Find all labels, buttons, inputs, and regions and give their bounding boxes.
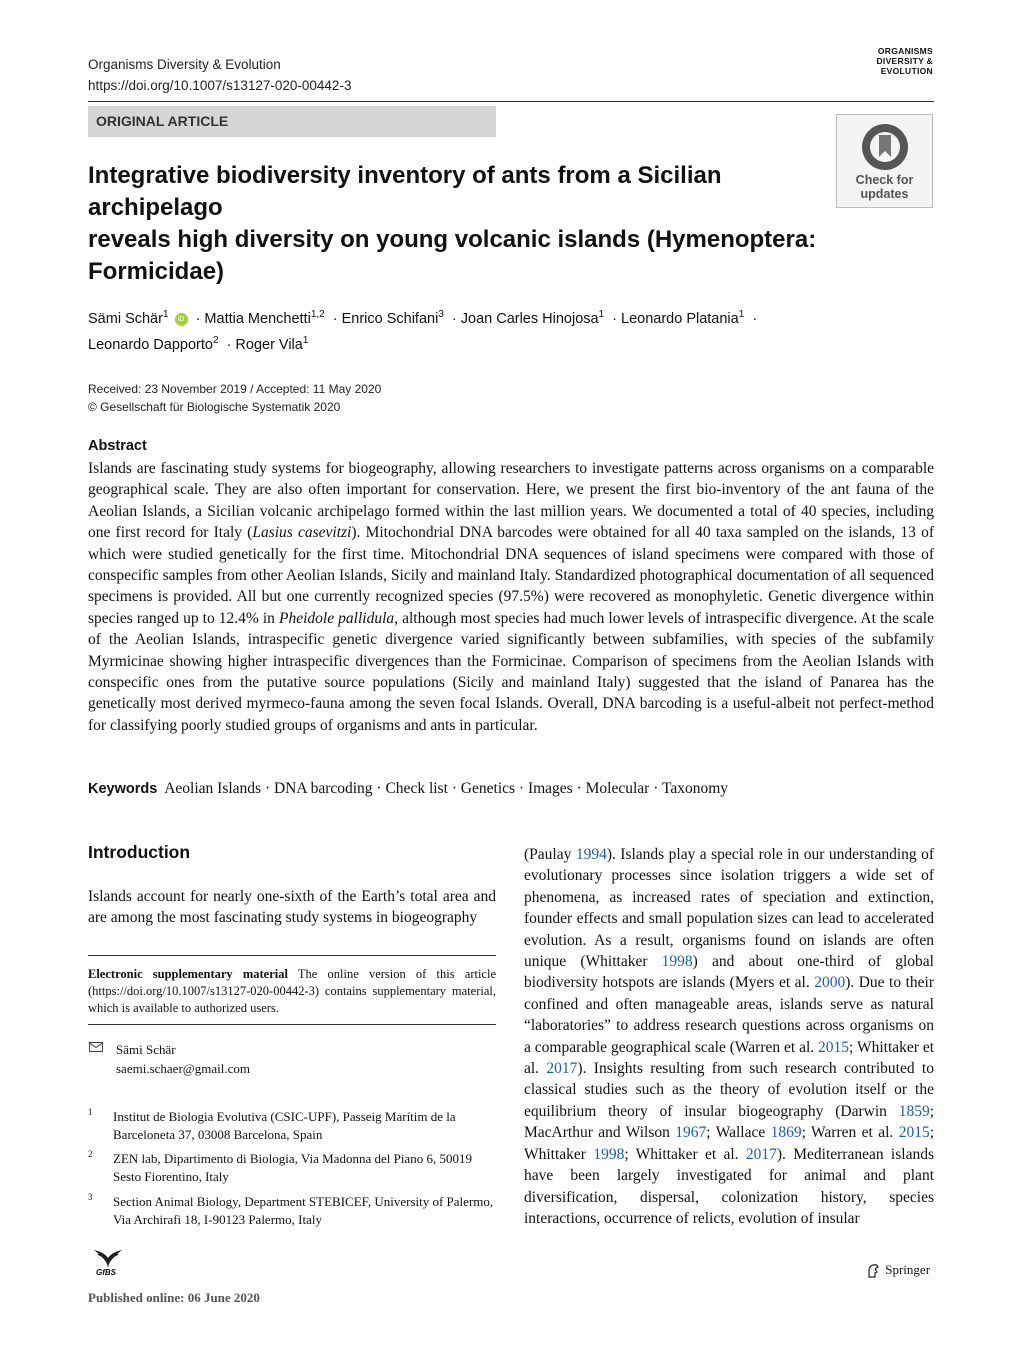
citation-link[interactable]: 1869 [770, 1124, 802, 1142]
citation-link[interactable]: 1967 [675, 1124, 707, 1142]
text-segment: ) and about one-third of global biodiversity hotspots are islands (Myers et al. [524, 953, 934, 992]
esm-link[interactable]: https://doi.org/10.1007/s13127-020-00442-3 [92, 984, 315, 998]
author-affiliation-sup: 1 [302, 334, 309, 346]
corresponding-email[interactable]: saemi.schaer@gmail.com [116, 1061, 250, 1076]
author-name[interactable]: Mattia Menchetti [204, 310, 311, 327]
abstract-segment: Islands are fascinating study systems for biogeography, allowing researchers to investigate patterns across organisms on a comparable geographical scale. They are also often important for conservation. Here, we present the first bio-inventory of the ant fauna of the Aeolian Islands, a Sicilian volcanic archipelago formed within the last million years. We documented a total of 40 species, including one first record for Italy ( [88, 460, 934, 542]
author-name[interactable]: Roger Vila [235, 336, 303, 353]
citation-link[interactable]: 1998 [593, 1145, 625, 1163]
author-affiliation-sup: 1 [738, 309, 745, 320]
check-updates-line: updates [860, 187, 909, 201]
check-for-updates-badge[interactable] [836, 114, 933, 208]
crossmark-icon [859, 121, 911, 173]
title-line: reveals high diversity on young volcanic islands (Hymenoptera: [88, 226, 817, 253]
author-list: Sämi Schär$^1$ iD · Mattia Menchetti$^{1,2}$ · Enrico Schifani$^3$ · Joan Carles Hinojosa$^1$ · Leonardo Platania$^1$ · Leonardo Dapporto$^2$ · Roger Vila$^1$ [88, 309, 758, 353]
author-name[interactable]: Enrico Schifani [341, 310, 439, 327]
text-segment: ; Whittaker et al. [524, 1038, 935, 1078]
received-accepted: Received: 23 November 2019 / Accepted: 11 May 2020 [88, 382, 382, 396]
article-dates [88, 380, 381, 416]
envelope-icon [89, 1042, 103, 1052]
author-affiliation-sup: 3 [438, 309, 444, 320]
springer-horse-icon [866, 1263, 880, 1279]
springer-brand [866, 1262, 930, 1279]
citation-link[interactable]: 2015 [898, 1124, 930, 1142]
introduction-heading: Introduction [88, 842, 191, 862]
journal-header [88, 54, 351, 96]
text-segment: ; Warren et al. [801, 1124, 899, 1142]
abstract-segment: , although most species had much lower levels of intraspecific divergence. At the scale of the Aeolian Islands, intraspecific genetic divergence varied significantly between subfamilies, with species of the subfamily Myrmicinae showing higher intraspecific divergences than the Formicinae. Comparison of specimens from the Aeolian Islands with conspecific ones from the putative source populations (Sicily and mainland Italy) suggested that the island of Panarea has the genetically most derived myrmeco-fauna among the seven focal Islands. Overall, DNA barcoding is a useful-albeit not perfect-method for classifying poorly studied groups of organisms and ants in particular. [88, 609, 934, 734]
text-segment: ). Islands play a special role in our understanding of evolutionary processes since isolation triggers a wide set of phenomena, as increased rates of speciation and extinction, founder effects and small population sizes can lead to accelerated evolution. As a result, organisms found on islands are often unique (Whittaker [524, 846, 934, 971]
journal-logo [856, 46, 933, 76]
abstract-heading: Abstract [88, 438, 147, 454]
abstract-text [88, 458, 934, 736]
esm-text: ) contains supplementary material, which is available to authorized users. [88, 984, 496, 1015]
abstract-segment: ). Mitochondrial DNA barcodes were obtained for all 40 taxa sampled on the islands, 13 of which were studied genetically for the first time. Mitochondrial DNA sequences of island specimens were compared with those of conspecific samples from other Aeolian Islands, Sicily and mainland Italy. Standardized photographical documentation of all sequenced specimens is provided. All but one currently recognized species (97.5%) were recovered as monophyletic. Genetic divergence within species ranged up to 12.4% in [88, 524, 934, 627]
footnote-divider [88, 955, 496, 956]
text-segment: ). Mediterranean islands have been largely investigated for animal and plant diversification, dispersal, colonization history, species interactions, occurrence of relicts, evolution of insular [524, 1145, 934, 1227]
affiliation-number: 2 [88, 1149, 93, 1159]
citation-link[interactable]: 2017 [745, 1145, 777, 1163]
text-segment: ; Wallace [706, 1124, 771, 1142]
footnote-divider [88, 1024, 496, 1025]
introduction-right-text [524, 844, 934, 1229]
affiliation-number: 3 [88, 1192, 93, 1202]
check-updates-line: Check for [855, 173, 914, 187]
logo-line: EVOLUTION [880, 66, 933, 76]
affiliation [88, 1150, 496, 1185]
title-line: Integrative biodiversity inventory of ants from a Sicilian archipelago [88, 162, 722, 221]
author-affiliation-sup: 2 [212, 334, 219, 346]
supplementary-note [88, 966, 496, 1017]
text-segment: ; MacArthur and Wilson [524, 1102, 934, 1142]
author-affiliation-sup: 1 [162, 309, 169, 320]
article-type-banner: ORIGINAL ARTICLE [88, 106, 496, 137]
esm-text: The online version of this article ( [88, 967, 496, 998]
logo-line: DIVERSITY & [876, 56, 933, 66]
text-segment: ; Whittaker [524, 1124, 934, 1163]
author-affiliation-sup: 1 [598, 309, 605, 320]
orcid-icon[interactable]: iD [175, 313, 188, 326]
author-name[interactable]: Joan Carles Hinojosa [460, 310, 599, 327]
doi-link[interactable]: https://doi.org/10.1007/s13127-020-00442-3 [88, 78, 352, 93]
text-segment: (Paulay [524, 846, 576, 863]
keywords-label: Keywords [88, 781, 158, 797]
author-name[interactable]: Leonardo Platania [621, 310, 739, 327]
citation-link[interactable]: 1998 [661, 953, 693, 971]
corresponding-author: Sämi Schär [116, 1042, 176, 1057]
copyright: © Gesellschaft für Biologische Systematik 2020 [88, 400, 341, 414]
published-online: Published online: 06 June 2020 [88, 1290, 260, 1305]
affiliation-text: Institut de Biologia Evolutiva (CSIC-UPF), Passeig Marítim de la Barceloneta 37, 03008 Barcelona, Spain [113, 1109, 456, 1142]
citation-link[interactable]: 2000 [814, 974, 846, 992]
logo-line: ORGANISMS [877, 46, 933, 56]
text-segment: ; Whittaker et al. [624, 1145, 746, 1163]
keywords-list: Aeolian Islands · DNA barcoding · Check list · Genetics · Images · Molecular · Taxonomy [164, 780, 729, 797]
citation-link[interactable]: 2017 [546, 1060, 578, 1078]
citation-link[interactable]: 1859 [898, 1102, 930, 1120]
keywords [88, 778, 728, 800]
author-name[interactable]: Sämi Schär [88, 310, 163, 327]
text-segment: ). Due to their confined and often manageable areas, islands serve as natural “laboratories” to address research questions across organisms on a comparable geographical scale (Warren et al. [524, 974, 934, 1056]
citation-link[interactable]: 1994 [575, 846, 607, 863]
journal-name: Organisms Diversity & Evolution [88, 57, 281, 72]
correspondence [116, 1040, 250, 1078]
gfbs-label: GfBS [96, 1268, 116, 1277]
springer-label: Springer [885, 1262, 931, 1277]
affiliation-text: Section Animal Biology, Department STEBICEF, University of Palermo, Via Archirafi 18, I-90123 Palermo, Italy [113, 1194, 494, 1227]
affiliation-number: 1 [88, 1107, 93, 1117]
affiliation [88, 1193, 496, 1228]
article-title [88, 160, 838, 288]
citation-link[interactable]: 2015 [818, 1038, 850, 1056]
author-affiliation-sup: 1,2 [310, 309, 325, 320]
species-name: Lasius casevitzi [252, 524, 352, 542]
title-line: Formicidae) [88, 258, 225, 285]
species-name: Pheidole pallidula [279, 609, 395, 627]
affiliation [88, 1108, 496, 1143]
header-divider [88, 101, 934, 102]
author-name[interactable]: Leonardo Dapporto [88, 336, 213, 353]
text-segment: ). Insights resulting from such research contributed to classical studies such as the theory of evolution itself or the equilibrium theory of insular biogeography (Darwin [524, 1060, 934, 1120]
introduction-left-text: Islands account for nearly one-sixth of the Earth’s total area and are among the most fascinating study systems in biogeography [88, 888, 496, 927]
esm-label: Electronic supplementary material [88, 967, 288, 981]
affiliation-text: ZEN lab, Dipartimento di Biologia, Via Madonna del Piano 6, 50019 Sesto Fiorentino, Italy [113, 1151, 472, 1184]
